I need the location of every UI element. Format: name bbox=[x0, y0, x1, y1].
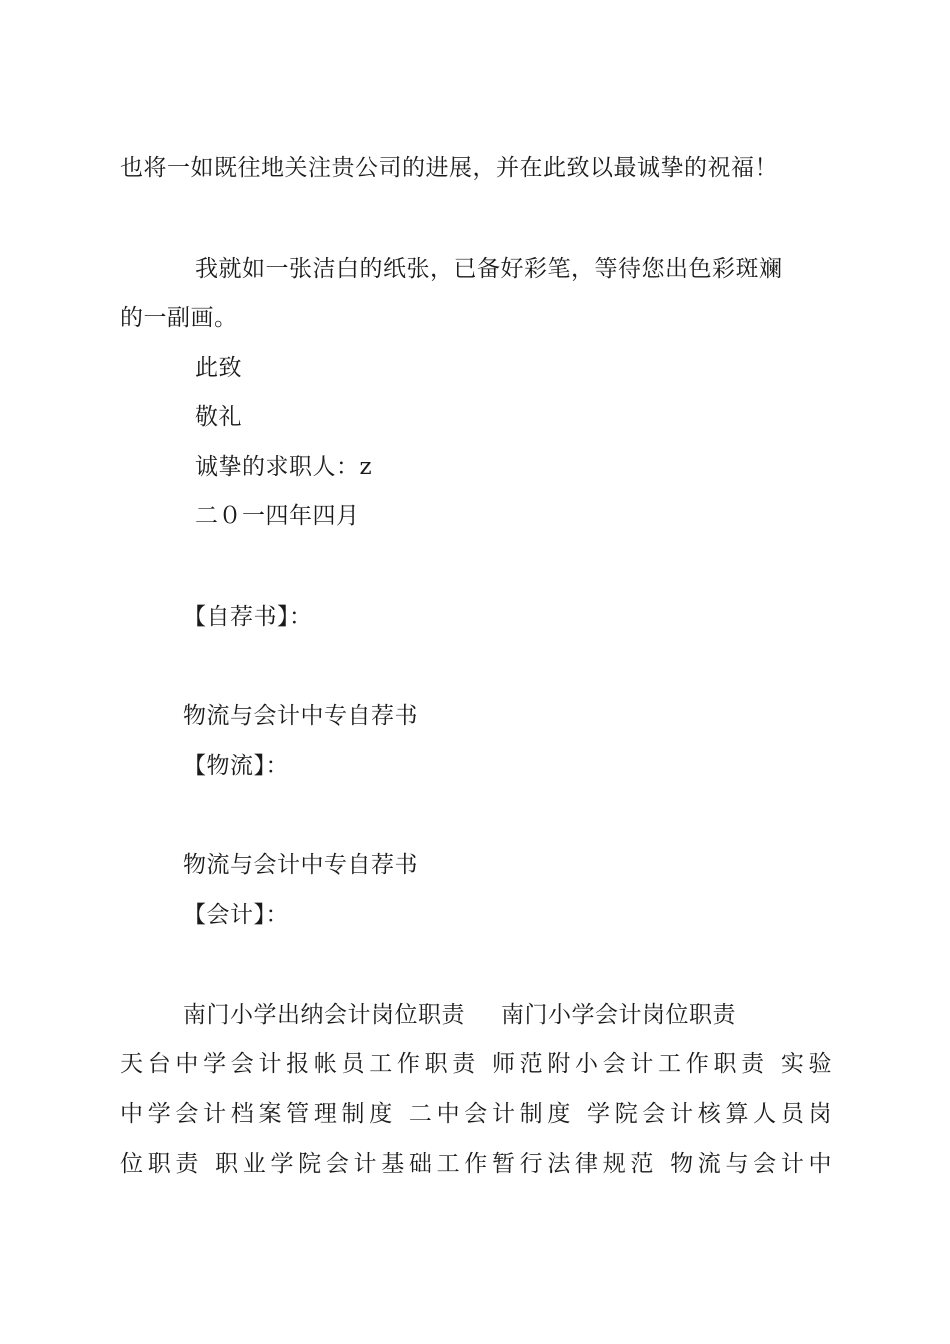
letter-paragraph-line-1: 我就如一张洁白的纸张，已备好彩笔，等待您出色彩斑斓 bbox=[195, 256, 783, 282]
related-link[interactable]: 物流与会计中 bbox=[670, 1151, 832, 1177]
letter-line-1: 也将一如既往地关注贵公司的进展，并在此致以最诚挚的祝福！ bbox=[120, 155, 778, 181]
related-row-2 bbox=[120, 1048, 832, 1080]
related-row-4 bbox=[120, 1148, 832, 1180]
related-link[interactable]: 二中会计制度 bbox=[408, 1101, 575, 1127]
related-row-3 bbox=[120, 1098, 832, 1130]
section-item-wuliu[interactable]: 物流与会计中专自荐书 bbox=[183, 852, 418, 878]
related-link[interactable]: 天台中学会计报帐员工作职责 bbox=[120, 1051, 480, 1077]
closing-jingli: 敬礼 bbox=[195, 404, 242, 430]
section-item-zijianshu[interactable]: 物流与会计中专自荐书 bbox=[183, 703, 418, 729]
related-link[interactable]: 中学会计档案管理制度 bbox=[120, 1101, 397, 1127]
letter-paragraph-line-2: 的一副画。 bbox=[120, 305, 238, 331]
section-heading-zijianshu: 【自荐书】： bbox=[183, 604, 313, 630]
related-link[interactable]: 南门小学会计岗位职责 bbox=[501, 1002, 736, 1028]
related-link[interactable]: 南门小学出纳会计岗位职责 bbox=[183, 1002, 465, 1028]
section-heading-wuliu: 【物流】： bbox=[183, 753, 289, 779]
related-link[interactable]: 师范附小会计工作职责 bbox=[491, 1051, 769, 1077]
related-link[interactable]: 位职责 bbox=[120, 1151, 204, 1177]
related-link[interactable]: 学院会计核算人员岗 bbox=[587, 1101, 832, 1127]
related-link[interactable]: 实验 bbox=[780, 1051, 832, 1077]
related-link[interactable]: 职业学院会计基础工作暂行法律规范 bbox=[215, 1151, 659, 1177]
closing-cizhi: 此致 bbox=[195, 355, 242, 381]
related-row-1 bbox=[183, 999, 736, 1031]
date-line: 二０一四年四月 bbox=[195, 503, 360, 529]
signature-line: 诚挚的求职人：z bbox=[195, 454, 373, 480]
section-heading-kuaiji: 【会计】： bbox=[183, 902, 289, 928]
